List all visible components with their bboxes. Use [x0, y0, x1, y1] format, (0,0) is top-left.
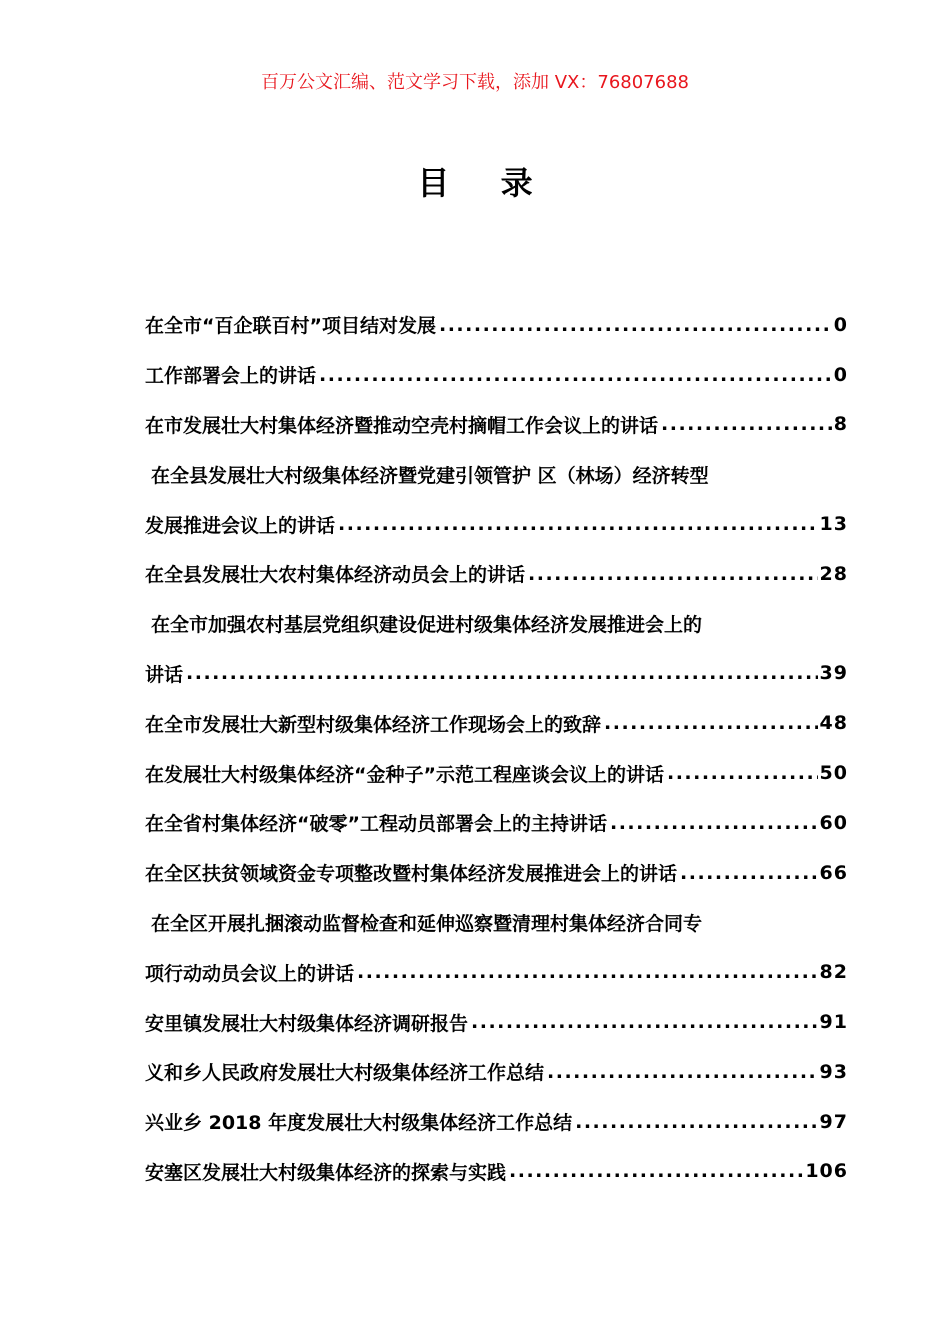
toc-entry-title: 在全市“百企联百村”项目结对发展 — [145, 315, 436, 338]
toc-entry[interactable] — [145, 1147, 848, 1197]
toc-entry-title: 安里镇发展壮大村级集体经济调研报告 — [145, 1012, 469, 1035]
toc-page-number: 82 — [819, 961, 848, 984]
toc-dot-leader — [680, 862, 818, 884]
toc-entry-title: 在全市发展壮大新型村级集体经济工作现场会上的致辞 — [145, 713, 602, 736]
toc-page-number: 106 — [805, 1160, 848, 1183]
toc-entry[interactable] — [145, 499, 848, 549]
toc-dot-leader — [439, 314, 832, 336]
toc-entry[interactable] — [145, 350, 848, 400]
header-note: 百万公文汇编、范文学习下载，添加 VX：76807688 — [261, 72, 689, 93]
toc-entry[interactable] — [145, 649, 848, 699]
toc-entry[interactable] — [145, 549, 848, 599]
toc-entry-title: 发展推进会议上的讲话 — [145, 514, 336, 537]
toc-dot-leader — [604, 712, 818, 734]
toc-entry-title: 工作部署会上的讲话 — [145, 365, 317, 388]
toc-entry[interactable] — [145, 300, 848, 350]
toc-dot-leader — [610, 812, 818, 834]
toc-entry[interactable] — [145, 798, 848, 848]
toc-entry-title: 在全区扶贫领域资金专项整改暨村集体经济发展推进会上的讲话 — [145, 863, 678, 886]
toc-entry[interactable] — [145, 748, 848, 798]
toc-page-number: 91 — [819, 1011, 848, 1034]
toc-page-number: 13 — [819, 513, 848, 536]
toc-page-number: 97 — [819, 1110, 848, 1133]
toc-entry-title: 在全区开展扎捆滚动监督检查和延伸巡察暨清理村集体经济合同专 — [151, 912, 703, 935]
toc-entry[interactable] — [145, 898, 848, 948]
toc-dot-leader — [575, 1111, 817, 1133]
toc-list — [145, 300, 848, 1196]
toc-dot-leader — [509, 1160, 803, 1182]
toc-entry[interactable] — [145, 1097, 848, 1147]
toc-dot-leader — [547, 1061, 818, 1083]
toc-entry-title: 在全省村集体经济“破零”工程动员部署会上的主持讲话 — [145, 813, 607, 836]
toc-entry-title: 项行动动员会议上的讲话 — [145, 962, 355, 985]
toc-page-number: 8 — [833, 413, 848, 436]
toc-entry-title: 在全市加强农村基层党组织建设促进村级集体经济发展推进会上的 — [151, 614, 703, 637]
toc-entry[interactable] — [145, 947, 848, 997]
toc-dot-leader — [471, 1011, 818, 1033]
toc-page-number: 0 — [833, 313, 848, 336]
toc-entry[interactable] — [145, 1047, 848, 1097]
toc-page-number: 0 — [833, 363, 848, 386]
toc-page-number: 28 — [819, 562, 848, 585]
toc-entry[interactable] — [145, 449, 848, 499]
toc-entry-title: 在全县发展壮大农村集体经济动员会上的讲话 — [145, 564, 526, 587]
toc-entry-title: 在发展壮大村级集体经济“金种子”示范工程座谈会议上的讲话 — [145, 763, 664, 786]
toc-entry-title: 在市发展壮大村集体经济暨推动空壳村摘帽工作会议上的讲话 — [145, 414, 659, 437]
toc-page-number: 50 — [819, 762, 848, 785]
toc-dot-leader — [186, 662, 818, 684]
page-title: 目 录 — [417, 164, 553, 202]
toc-entry-title: 安塞区发展壮大村级集体经济的探索与实践 — [145, 1161, 507, 1184]
toc-dot-leader — [528, 563, 818, 585]
toc-entry-title: 义和乡人民政府发展壮大村级集体经济工作总结 — [145, 1062, 545, 1085]
toc-entry[interactable] — [145, 997, 848, 1047]
toc-entry[interactable] — [145, 599, 848, 649]
toc-entry[interactable] — [145, 848, 848, 898]
toc-page-number: 93 — [819, 1060, 848, 1083]
toc-entry-title: 在全县发展壮大村级集体经济暨党建引领管护 区（林场）经济转型 — [151, 464, 709, 487]
toc-entry-title: 讲话 — [145, 663, 184, 686]
toc-dot-leader — [338, 513, 818, 535]
toc-dot-leader — [319, 364, 832, 386]
toc-entry[interactable] — [145, 698, 848, 748]
toc-entry[interactable] — [145, 400, 848, 450]
toc-entry-title: 兴业乡 2018 年度发展壮大村级集体经济工作总结 — [145, 1112, 573, 1135]
toc-page-number: 48 — [819, 712, 848, 735]
toc-page-number: 60 — [819, 811, 848, 834]
toc-dot-leader — [661, 413, 832, 435]
toc-page-number: 66 — [819, 861, 848, 884]
toc-dot-leader — [357, 961, 818, 983]
toc-page-number: 39 — [819, 662, 848, 685]
toc-dot-leader — [667, 762, 818, 784]
